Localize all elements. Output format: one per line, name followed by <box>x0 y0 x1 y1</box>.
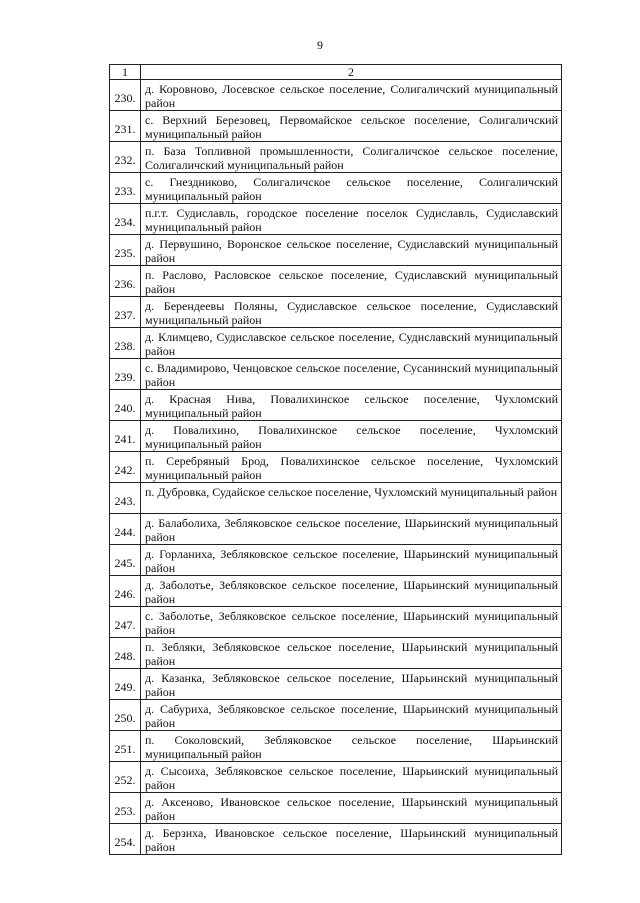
row-number: 244. <box>110 514 141 545</box>
row-number: 241. <box>110 421 141 452</box>
column-header-settlement: 2 <box>141 65 562 80</box>
table-row <box>110 483 562 514</box>
settlement-description: с. Владимирово, Ченцовское сельское поселение, Сусанинский муниципальный район <box>141 359 562 390</box>
row-number: 232. <box>110 142 141 173</box>
row-number: 243. <box>110 483 141 514</box>
table-row <box>110 142 562 173</box>
row-number: 252. <box>110 762 141 793</box>
settlement-description: д. Красная Нива, Повалихинское сельское поселение, Чухломский муниципальный район <box>141 390 562 421</box>
settlement-description: п.г.т. Судиславль, городское поселение поселок Судиславль, Судиславский муниципальный район <box>141 204 562 235</box>
page-number: 9 <box>317 38 323 52</box>
table-row <box>110 762 562 793</box>
settlement-description: п. Соколовский, Зебляковское сельское поселение, Шарьинский муниципальный район <box>141 731 562 762</box>
table-row <box>110 266 562 297</box>
table-row <box>110 638 562 669</box>
row-number: 236. <box>110 266 141 297</box>
row-number: 254. <box>110 824 141 855</box>
table-row <box>110 80 562 111</box>
table-row <box>110 173 562 204</box>
row-number: 247. <box>110 607 141 638</box>
row-number: 233. <box>110 173 141 204</box>
settlement-description: п. Раслово, Расловское сельское поселение, Судиславский муниципальный район <box>141 266 562 297</box>
row-number: 235. <box>110 235 141 266</box>
settlement-description: д. Повалихино, Повалихинское сельское поселение, Чухломский муниципальный район <box>141 421 562 452</box>
table-row <box>110 297 562 328</box>
settlements-table <box>109 64 562 855</box>
table-row <box>110 731 562 762</box>
row-number: 246. <box>110 576 141 607</box>
row-number: 253. <box>110 793 141 824</box>
row-number: 250. <box>110 700 141 731</box>
settlement-description: д. Казанка, Зебляковское сельское поселение, Шарьинский муниципальный район <box>141 669 562 700</box>
settlement-description: д. Аксеново, Ивановское сельское поселение, Шарьинский муниципальный район <box>141 793 562 824</box>
table-row <box>110 421 562 452</box>
table-row <box>110 359 562 390</box>
settlement-description: д. Климцево, Судиславское сельское поселение, Судиславский муниципальный район <box>141 328 562 359</box>
row-number: 245. <box>110 545 141 576</box>
table-row <box>110 328 562 359</box>
settlement-description: п. Дубровка, Судайское сельское поселение, Чухломский муниципальный район <box>141 483 562 514</box>
row-number: 234. <box>110 204 141 235</box>
settlement-description: д. Коровново, Лосевское сельское поселение, Солигаличский муниципальный район <box>141 80 562 111</box>
settlement-description: д. Сысоиха, Зебляковское сельское поселение, Шарьинский муниципальный район <box>141 762 562 793</box>
settlement-description: д. Балаболиха, Зебляковское сельское поселение, Шарьинский муниципальный район <box>141 514 562 545</box>
row-number: 238. <box>110 328 141 359</box>
row-number: 248. <box>110 638 141 669</box>
settlement-description: д. Первушино, Воронское сельское поселение, Судиславский муниципальный район <box>141 235 562 266</box>
settlement-description: п. Серебряный Брод, Повалихинское сельское поселение, Чухломский муниципальный район <box>141 452 562 483</box>
table-row <box>110 700 562 731</box>
table-row <box>110 793 562 824</box>
table-row <box>110 204 562 235</box>
row-number: 251. <box>110 731 141 762</box>
row-number: 240. <box>110 390 141 421</box>
row-number: 249. <box>110 669 141 700</box>
table-row <box>110 514 562 545</box>
table-row <box>110 111 562 142</box>
settlement-description: д. Сабуриха, Зебляковское сельское поселение, Шарьинский муниципальный район <box>141 700 562 731</box>
table-row <box>110 576 562 607</box>
settlement-description: д. Берзиха, Ивановское сельское поселение, Шарьинский муниципальный район <box>141 824 562 855</box>
table-row <box>110 824 562 855</box>
settlement-description: д. Заболотье, Зебляковское сельское поселение, Шарьинский муниципальный район <box>141 576 562 607</box>
settlement-description: с. Заболотье, Зебляковское сельское поселение, Шарьинский муниципальный район <box>141 607 562 638</box>
row-number: 239. <box>110 359 141 390</box>
row-number: 242. <box>110 452 141 483</box>
table-row <box>110 452 562 483</box>
settlement-description: д. Берендеевы Поляны, Судиславское сельское поселение, Судиславский муниципальный район <box>141 297 562 328</box>
table-row <box>110 607 562 638</box>
table-row <box>110 545 562 576</box>
table-row <box>110 390 562 421</box>
settlement-description: с. Верхний Березовец, Первомайское сельское поселение, Солигаличский муниципальный район <box>141 111 562 142</box>
row-number: 231. <box>110 111 141 142</box>
settlement-description: с. Гнездниково, Солигаличское сельское поселение, Солигаличский муниципальный район <box>141 173 562 204</box>
table-header-row <box>110 65 562 80</box>
settlement-description: п. База Топливной промышленности, Солигаличское сельское поселение, Солигаличский муниципальный район <box>141 142 562 173</box>
settlement-description: п. Зебляки, Зебляковское сельское поселение, Шарьинский муниципальный район <box>141 638 562 669</box>
row-number: 237. <box>110 297 141 328</box>
table-row <box>110 669 562 700</box>
row-number: 230. <box>110 80 141 111</box>
settlement-description: д. Горланиха, Зебляковское сельское поселение, Шарьинский муниципальный район <box>141 545 562 576</box>
column-header-number: 1 <box>110 65 141 80</box>
table-row <box>110 235 562 266</box>
